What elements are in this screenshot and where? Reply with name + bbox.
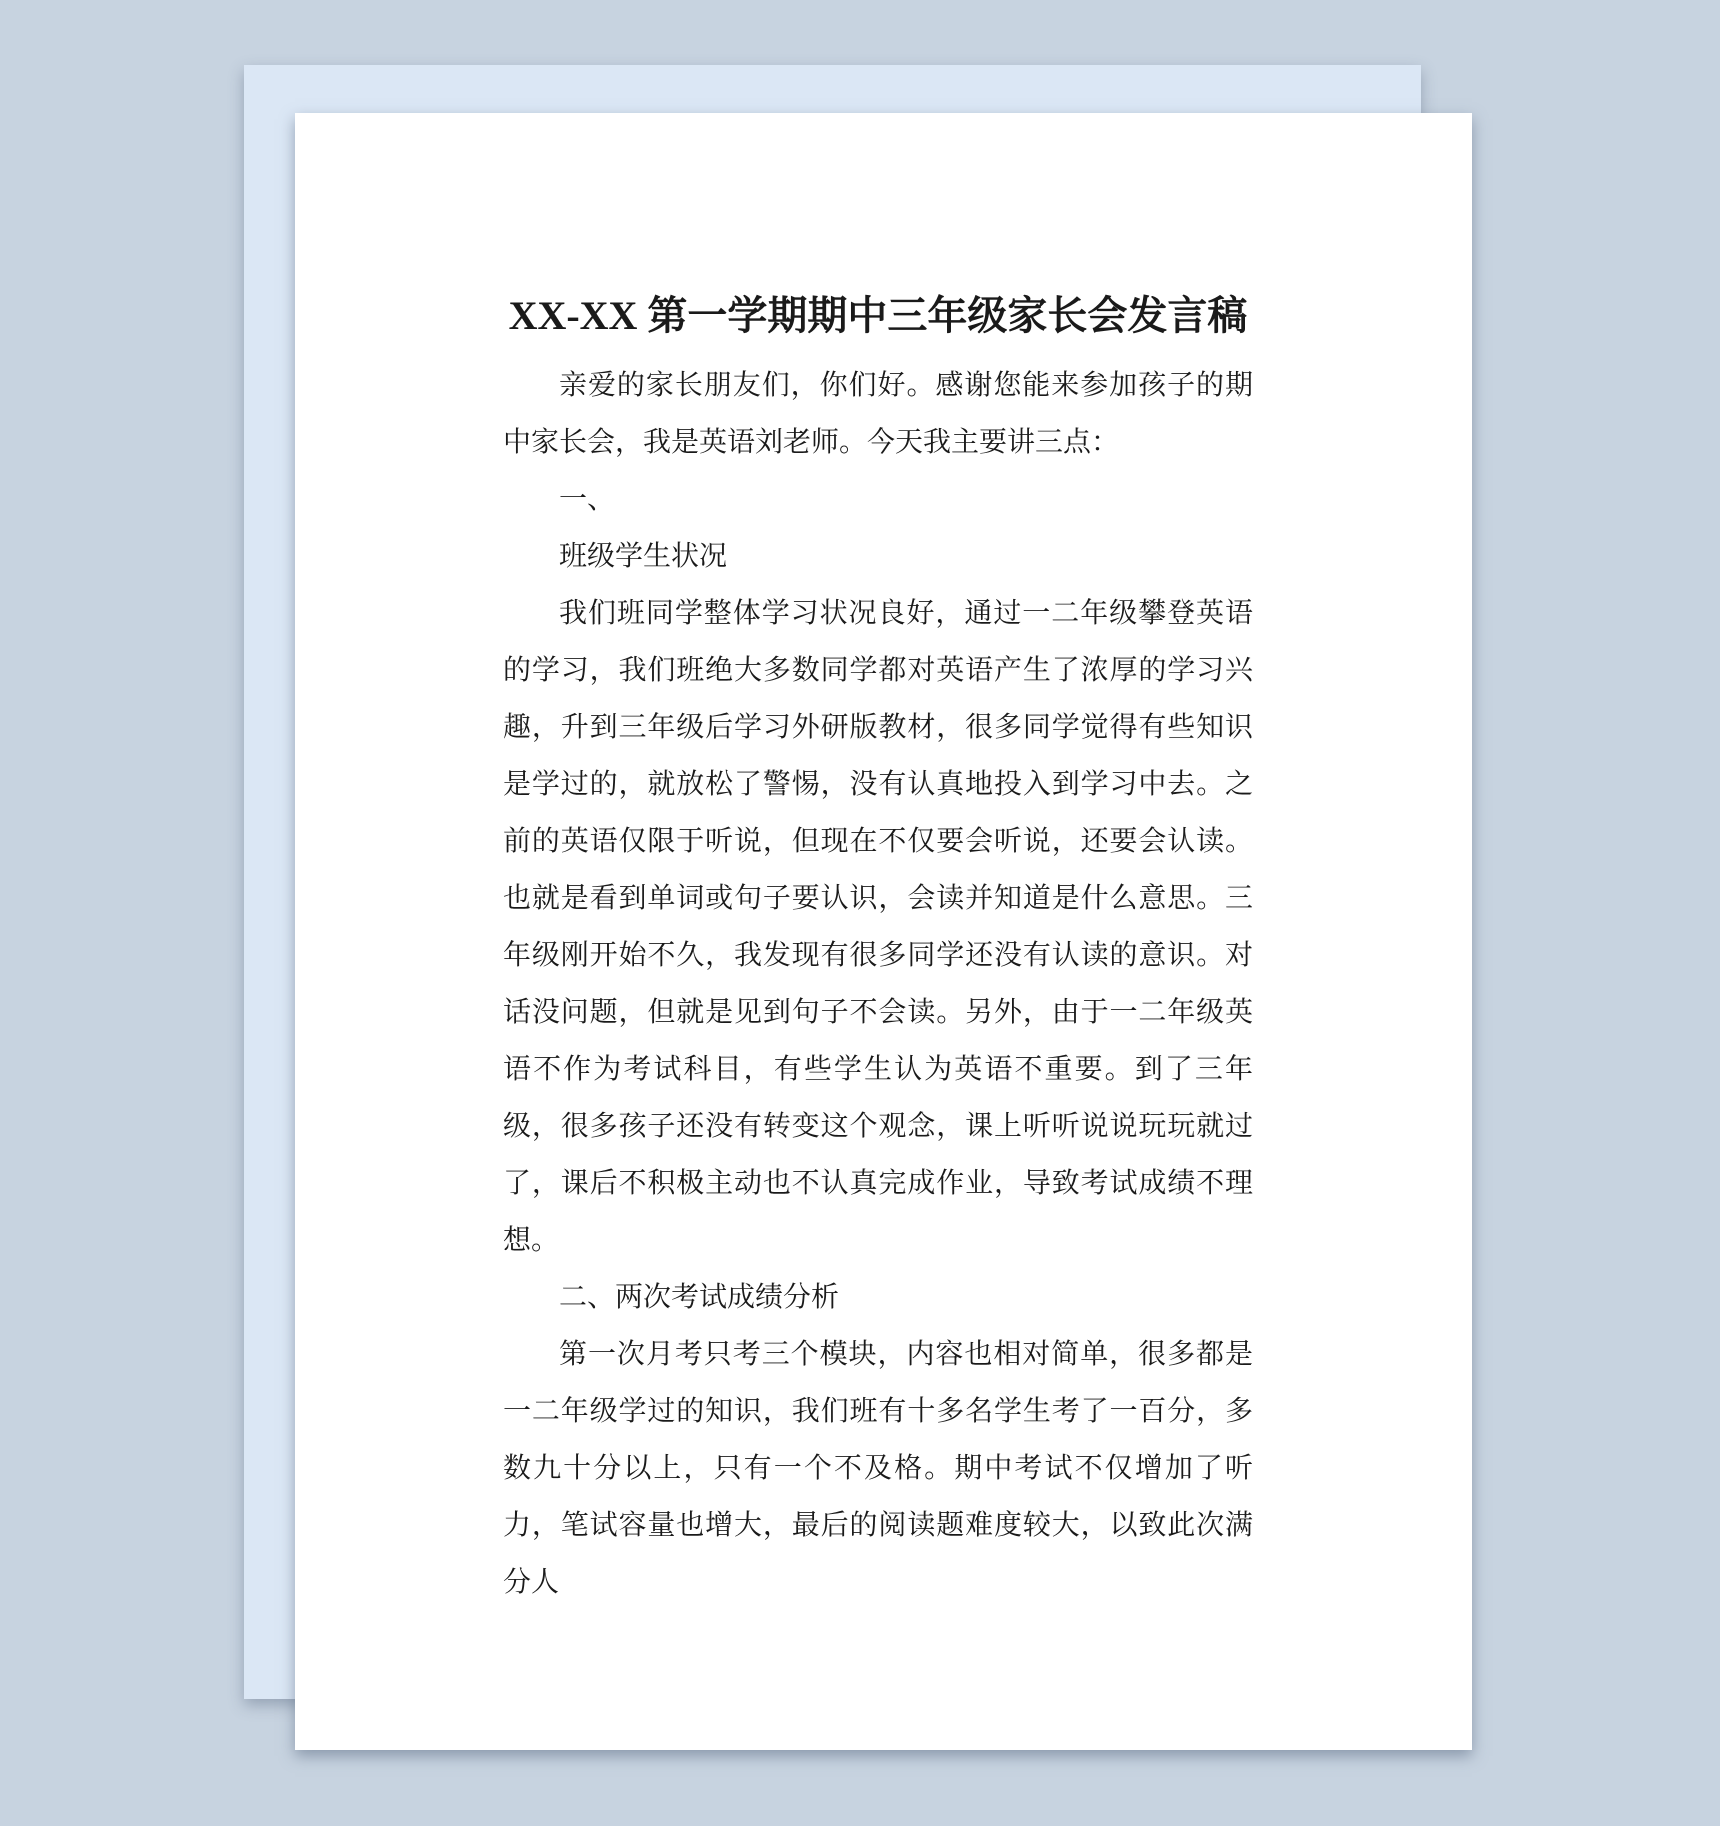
paragraph-section-one-number: 一、 <box>559 484 616 515</box>
paragraph-class-situation: 我们班同学整体学习状况良好，通过一二年级攀登英语的学习，我们班绝大多数同学都对英语产生了浓厚的学习兴趣，升到三年级后学习外研版教材，很多同学觉得有些知识是学过的，就放松了警惕，没有认真地投入到学习中去。之前的英语仅限于听说，但现在不仅要会听说，还要会认读。也就是看到单词或句子要认识，会读并知道是什么意思。三年级刚开始不久，我发现有很多同学还没有认读的意识。对话没问题，但就是见到句子不会读。另外，由于一二年级英语不作为考试科目，有些学生认为英语不重要。到了三年级，很多孩子还没有转变这个观念，课上听听说说玩玩就过了，课后不积极主动也不认真完成作业，导致考试成绩不理想。 <box>503 598 1253 1256</box>
paragraph-greeting: 亲爱的家长朋友们，你们好。感谢您能来参加孩子的期中家长会，我是英语刘老师。今天我主要讲三点： <box>503 370 1253 458</box>
document-title: XX-XX 第一学期期中三年级家长会发言稿 <box>508 293 1248 338</box>
paragraph-section-two-heading: 二、两次考试成绩分析 <box>559 1282 840 1313</box>
paragraph-section-one-heading: 班级学生状况 <box>559 541 728 572</box>
document-body <box>503 357 1253 1611</box>
document-page <box>295 113 1472 1750</box>
paragraph-exam-analysis: 第一次月考只考三个模块，内容也相对简单，很多都是一二年级学过的知识，我们班有十多名学生考了一百分，多数九十分以上，只有一个不及格。期中考试不仅增加了听力，笔试容量也增大，最后的阅读题难度较大，以致此次满分人 <box>503 1339 1253 1598</box>
